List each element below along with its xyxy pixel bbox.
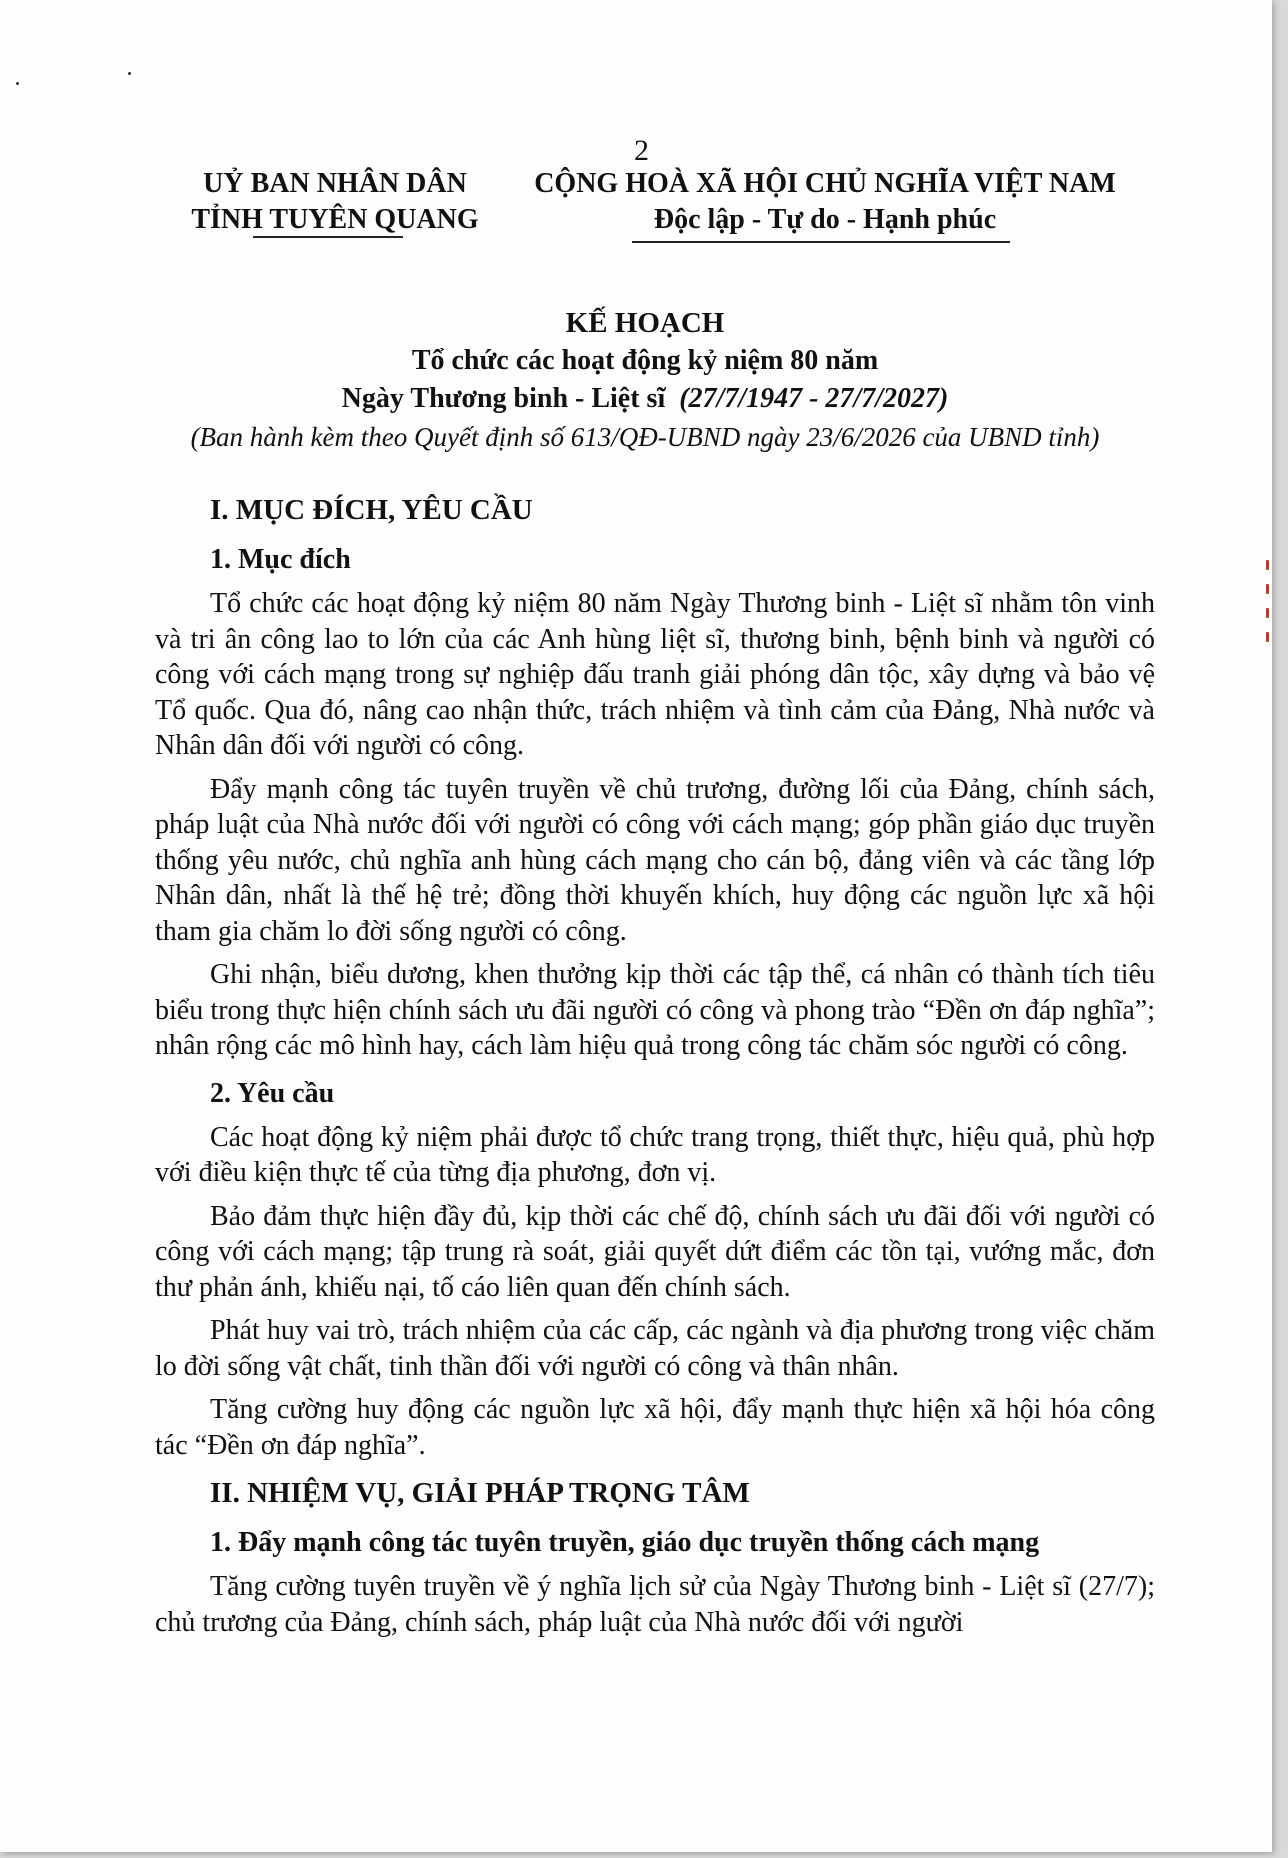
paragraph: Các hoạt động kỷ niệm phải được tổ chức trang trọng, thiết thực, hiệu quả, phù hợp với điều kiện thực tế của từng địa phương, đơn vị. (155, 1121, 1155, 1188)
issuer-line-1: UỶ BAN NHÂN DÂN (203, 168, 467, 199)
issuer-line-2: TỈNH TUYÊN QUANG (191, 204, 479, 235)
issuer-underline (253, 236, 403, 238)
paragraph: Tổ chức các hoạt động kỷ niệm 80 năm Ngày Thương binh - Liệt sĩ nhằm tôn vinh và tri ân công lao to lớn của các Anh hùng liệt sĩ, thương binh, bệnh binh và người có công với cách mạng trong sự nghiệp đấu tranh giải phóng dân tộc, xây dựng và bảo vệ Tổ quốc. Qua đó, nâng cao nhận thức, trách nhiệm và tình cảm của Đảng, Nhà nước và Nhân dân đối với người có công. (155, 588, 1155, 761)
paragraph: Tăng cường huy động các nguồn lực xã hội, đẩy mạnh thực hiện xã hội hóa công tác “Đền ơn đáp nghĩa”. (155, 1394, 1155, 1461)
subtitle-dates: (27/7/1947 - 27/7/2027) (679, 383, 949, 414)
section-heading: I. MỤC ĐÍCH, YÊU CẦU (210, 494, 533, 526)
subtitle-occasion: Ngày Thương binh - Liệt sĩ (341, 383, 666, 414)
motto-underline (632, 241, 1010, 243)
page-number: 2 (634, 134, 649, 167)
document-subtitle-1: Tổ chức các hoạt động kỷ niệm 80 năm (411, 345, 879, 376)
subsection-heading: 1. Đẩy mạnh công tác tuyên truyền, giáo dục truyền thống cách mạng (210, 1527, 1040, 1558)
national-header (520, 166, 1130, 238)
national-motto: Độc lập - Tự do - Hạnh phúc (653, 204, 997, 235)
paragraph: Bảo đảm thực hiện đầy đủ, kịp thời các chế độ, chính sách ưu đãi đối với người có công với cách mạng; tập trung rà soát, giải quyết dứt điểm các tồn tại, vướng mắc, đơn thư phản ánh, khiếu nại, tố cáo liên quan đến chính sách. (155, 1200, 1155, 1303)
paragraph: Tăng cường tuyên truyền về ý nghĩa lịch sử của Ngày Thương binh - Liệt sĩ (27/7); chủ trương của Đảng, chính sách, pháp luật của Nhà nước đối với người (155, 1571, 1155, 1638)
subsection-heading: 2. Yêu cầu (210, 1077, 335, 1109)
document-subtitle-2 (100, 380, 1190, 418)
paragraph: Đẩy mạnh công tác tuyên truyền về chủ trương, đường lối của Đảng, chính sách, pháp luật của Nhà nước đối với người có công với cách mạng; góp phần giáo dục truyền thống yêu nước, chủ nghĩa anh hùng cách mạng cho cán bộ, đảng viên và các tầng lớp Nhân dân, nhất là thế hệ trẻ; đồng thời khuyến khích, huy động các nguồn lực xã hội tham gia chăm lo đời sống người có công. (155, 773, 1155, 947)
section-heading: II. NHIỆM VỤ, GIẢI PHÁP TRỌNG TÂM (210, 1477, 750, 1509)
national-title: CỘNG HOÀ XÃ HỘI CHỦ NGHĨA VIỆT NAM (534, 168, 1116, 199)
issuer-header (185, 166, 485, 238)
paragraph: Phát huy vai trò, trách nhiệm của các cấp, các ngành và địa phương trong việc chăm lo đời sống vật chất, tinh thần đối với người có công và thân nhân. (155, 1315, 1155, 1382)
decision-reference: (Ban hành kèm theo Quyết định số 613/QĐ-UBND ngày 23/6/2026 của UBND tỉnh) (190, 422, 1100, 452)
paragraph: Ghi nhận, biểu dương, khen thưởng kịp thời các tập thể, cá nhân có thành tích tiêu biểu trong thực hiện chính sách ưu đãi người có công và phong trào “Đền ơn đáp nghĩa”; nhân rộng các mô hình hay, cách làm hiệu quả trong công tác chăm sóc người có công. (155, 959, 1155, 1061)
title-block (100, 304, 1190, 456)
red-ink-mark (1264, 560, 1270, 670)
document-title: KẾ HOẠCH (565, 307, 725, 339)
document-body (155, 488, 1155, 1648)
subsection-heading: 1. Mục đích (210, 544, 351, 575)
scan-speck (16, 82, 19, 85)
scan-speck (128, 72, 131, 75)
